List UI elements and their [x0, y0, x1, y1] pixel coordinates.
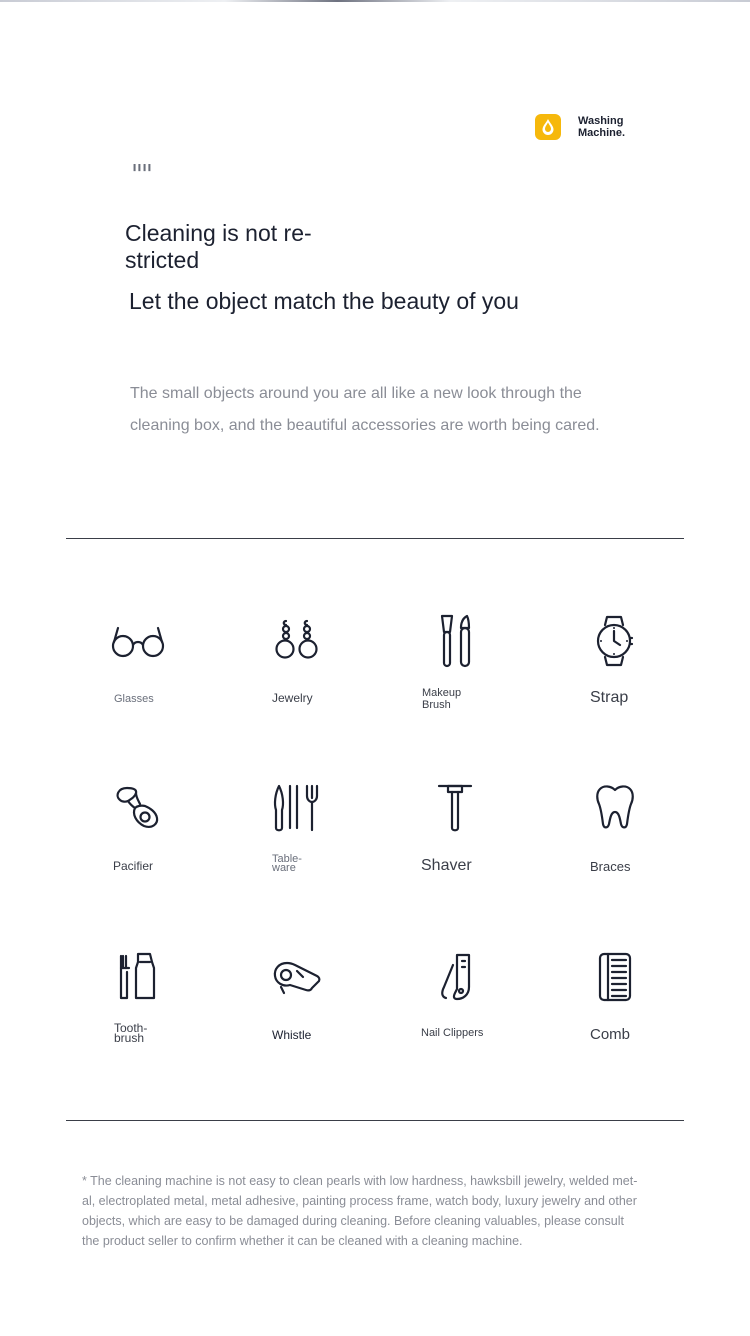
whistle-icon	[273, 957, 321, 997]
pacifier-icon	[114, 786, 160, 830]
tableware-icon	[274, 784, 320, 832]
toothbrush-icon	[118, 952, 158, 1002]
tooth-icon	[596, 784, 634, 830]
item-label	[114, 1023, 147, 1043]
item-label: Shaver	[421, 857, 472, 874]
section-divider-top	[66, 538, 684, 539]
item-shaver	[402, 768, 552, 888]
disclaimer-line1: * The cleaning machine is not easy to clean pearls with low hardness, hawksbill jewelry, welded met-	[82, 1174, 638, 1188]
glasses-icon	[112, 622, 164, 662]
item-label	[422, 687, 461, 711]
nail-clippers-icon	[438, 953, 472, 1001]
item-whistle	[248, 936, 398, 1056]
top-divider	[0, 0, 750, 2]
brand-name-line1: Washing	[578, 115, 624, 127]
page-subtitle: Let the object match the beauty of you	[129, 288, 519, 314]
item-label-line1: Makeup	[422, 687, 462, 699]
page-title-line2: stricted	[125, 247, 200, 273]
intro-line1: The small objects around you are all like a new look through the	[130, 385, 582, 402]
cleaning-disclaimer	[82, 1171, 672, 1251]
razor-icon	[438, 784, 472, 832]
item-glasses	[90, 600, 240, 720]
intro-paragraph	[130, 378, 630, 442]
comb-icon	[598, 952, 632, 1002]
makeup-brush-icon	[440, 614, 472, 670]
item-makeup-brush	[402, 600, 552, 720]
earrings-icon	[274, 619, 318, 663]
item-jewelry	[248, 600, 398, 720]
disclaimer-line2: al, electroplated metal, metal adhesive, painting process frame, watch body, luxury jewelry and other	[82, 1194, 637, 1208]
brand-name-line2: Machine.	[578, 127, 626, 139]
item-label: Comb	[590, 1026, 631, 1043]
item-label-line1: Table-	[272, 853, 302, 865]
item-strap	[560, 600, 710, 720]
item-label: Braces	[590, 859, 631, 874]
item-label: Glasses	[114, 693, 154, 705]
item-toothbrush	[90, 936, 240, 1056]
item-tableware	[248, 768, 398, 888]
disclaimer-line3: objects, which are easy to be damaged during cleaning. Before cleaning valuables, please consult	[82, 1214, 625, 1228]
disclaimer-line4: the product seller to confirm whether it can be cleaned with a cleaning machine.	[82, 1234, 523, 1248]
item-pacifier	[90, 768, 240, 888]
item-label-line1: Tooth-	[114, 1021, 148, 1035]
page-title-line1: Cleaning is not re-	[125, 220, 312, 246]
item-label: Whistle	[272, 1028, 312, 1042]
item-label-line2: ware	[272, 862, 296, 874]
brand-logo	[535, 114, 625, 140]
water-drop-icon	[535, 114, 561, 140]
quote-mark: ""	[131, 160, 151, 190]
page-title	[125, 220, 385, 274]
item-braces	[560, 768, 710, 888]
item-label	[272, 855, 302, 873]
intro-line2: cleaning box, and the beautiful accessories are worth being cared.	[130, 417, 600, 434]
item-label-line2: brush	[114, 1031, 145, 1045]
item-label: Nail Clippers	[421, 1027, 484, 1039]
watch-icon	[596, 615, 632, 667]
item-nail-clippers	[402, 936, 552, 1056]
section-divider-bottom	[66, 1120, 684, 1121]
item-label: Jewelry	[272, 691, 313, 705]
item-label-line2: Brush	[422, 699, 451, 711]
item-label: Pacifier	[113, 859, 154, 873]
item-comb	[560, 936, 710, 1056]
item-label: Strap	[590, 689, 629, 706]
